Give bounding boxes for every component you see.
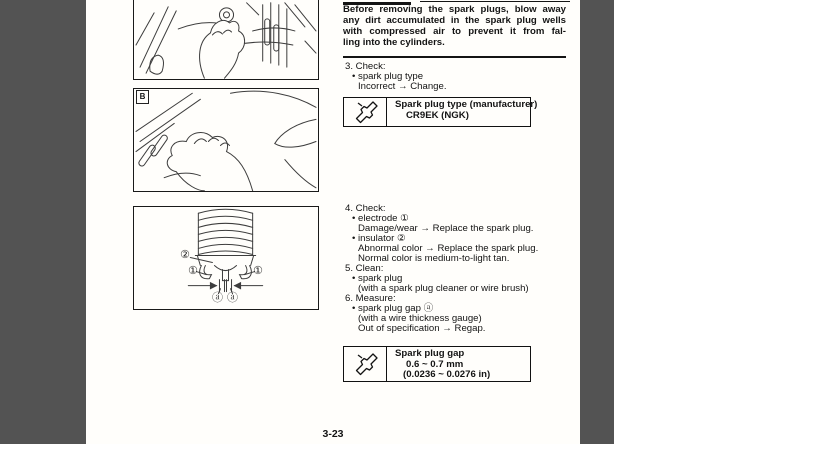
- step-line: Damage/wear → Replace the spark plug.: [358, 223, 534, 234]
- wrench-icon: [352, 100, 378, 124]
- spec-icon-cell: [344, 347, 387, 381]
- step-line: (with a wire thickness gauge): [358, 313, 482, 324]
- spark-plug-diagram-icon: [134, 207, 318, 309]
- step-line: Normal color is medium-to-light tan.: [358, 253, 510, 264]
- spec-title: Spark plug gap: [395, 348, 465, 359]
- step-line: • electrode ①: [352, 213, 409, 224]
- step-line: • spark plug: [352, 273, 403, 284]
- step-line: • spark plug gap ⓐ: [352, 303, 434, 314]
- engine-hand-illustration-icon: [134, 0, 318, 79]
- step-line: • spark plug type: [352, 71, 424, 82]
- spec-box-plug-type: [343, 97, 538, 127]
- viewer-background-right-strip: [580, 0, 614, 444]
- step-line: 4. Check:: [345, 203, 386, 214]
- spec-box-text: [387, 98, 537, 126]
- spec-value: CR9EK (NGK): [406, 109, 469, 121]
- electrode-label-right: ①: [253, 264, 263, 277]
- note-line: ling into the cylinders.: [343, 37, 445, 48]
- gap-label-a2: ⓐ: [227, 291, 238, 304]
- spec-value-in: (0.0236 ~ 0.0276 in): [403, 369, 491, 380]
- step-line: Out of specification → Regap.: [358, 323, 486, 334]
- figure-b-badge: B: [136, 90, 149, 104]
- gap-label-a1: ⓐ: [212, 291, 223, 304]
- spec-icon-cell: [344, 98, 387, 126]
- spec-box-plug-gap: [343, 346, 531, 382]
- figure-spark-plug-gap-diagram: [133, 206, 319, 310]
- step-line: • insulator ②: [352, 233, 406, 244]
- column-top-rule-right: [420, 1, 570, 2]
- spec-title: Spark plug type (manufacturer): [395, 99, 538, 110]
- note-line: with compressed air to prevent it from fal-: [343, 26, 566, 37]
- note-bottom-rule: [343, 56, 566, 58]
- manual-page: [86, 0, 580, 444]
- page-number: 3-23: [322, 428, 344, 440]
- figure-spark-plug-well-hand: [133, 88, 319, 192]
- caution-note-block: [343, 4, 566, 48]
- note-line: Before removing the spark plugs, blow away: [343, 4, 566, 15]
- steps-4-to-6-list: [345, 204, 538, 334]
- hand-reaching-illustration-icon: [134, 89, 318, 191]
- viewer-background-left: [0, 0, 86, 444]
- note-line: any dirt accumulated in the spark plug wells: [343, 15, 566, 26]
- insulator-label: ②: [180, 248, 190, 261]
- step-line: Incorrect → Change.: [358, 81, 447, 92]
- spec-value-mm: 0.6 ~ 0.7 mm: [406, 358, 464, 370]
- wrench-icon: [352, 352, 378, 376]
- figure-spark-plug-cap-removal: [133, 0, 319, 80]
- step-line: (with a spark plug cleaner or wire brush): [358, 283, 529, 294]
- spec-box-text: [387, 347, 490, 381]
- step-3-check-list: [345, 62, 447, 92]
- step-line: 3. Check:: [345, 61, 386, 72]
- step-line: 5. Clean:: [345, 263, 384, 274]
- step-line: 6. Measure:: [345, 293, 396, 304]
- step-line: Abnormal color → Replace the spark plug.: [358, 243, 539, 254]
- electrode-label-left: ①: [188, 264, 198, 277]
